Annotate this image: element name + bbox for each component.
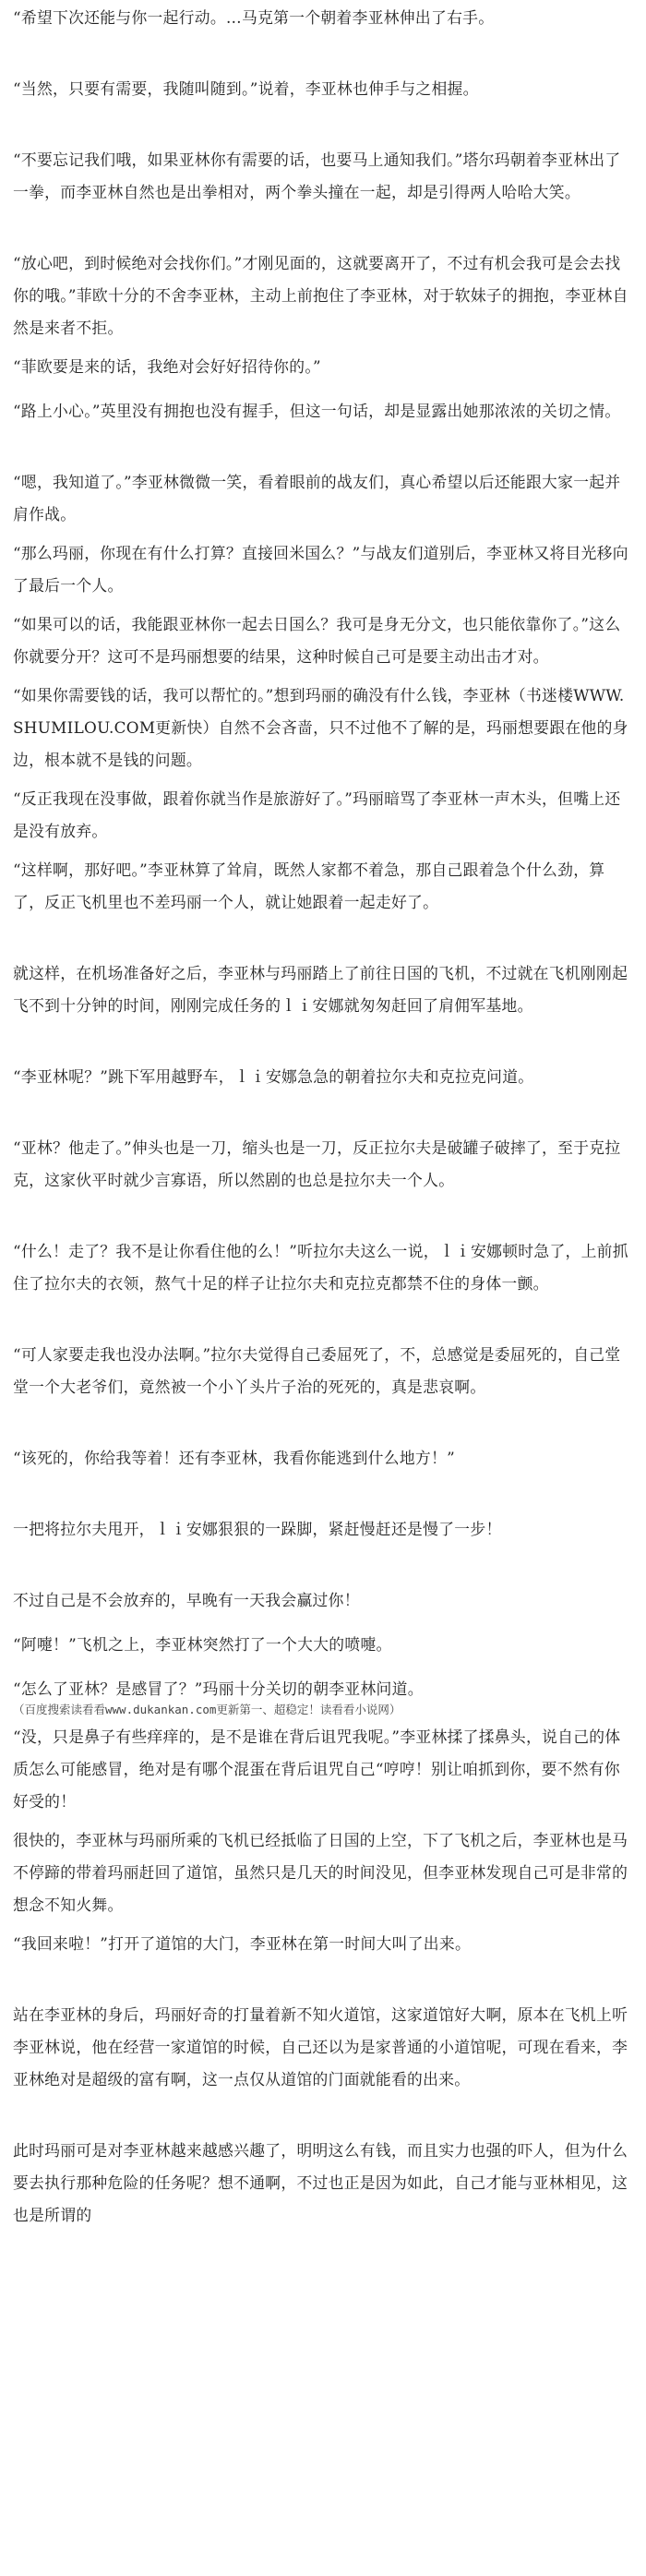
paragraph: 就这样，在机场准备好之后，李亚林与玛丽踏上了前往日国的飞机，不过就在飞机刚刚起飞不到十分钟的时间，刚刚完成任务的ｌｉ安娜就匆匆赶回了肩佣军基地。 [13, 964, 628, 1015]
paragraph: 很快的，李亚林与玛丽所乘的飞机已经抵临了日国的上空，下了飞机之后，李亚林也是马不停蹄的带着玛丽赶回了道馆，虽然只是几天的时间没见，但李亚林发现自己可是非常的想念不知火舞。 [13, 1831, 628, 1914]
paragraph: 不过自己是不会放弃的，早晚有一天我会赢过你！ [13, 1591, 360, 1609]
paragraph: “那么玛丽，你现在有什么打算？直接回米国么？”与战友们道别后，李亚林又将目光移向了最后一个人。 [13, 544, 628, 595]
paragraph: “没，只是鼻子有些痒痒的，是不是谁在背后诅咒我呢。”李亚林揉了揉鼻头，说自己的体质怎么可能感冒，绝对是有哪个混蛋在背后诅咒自己“哼哼！别让咱抓到你，要不然有你好受的！ [13, 1727, 621, 1811]
paragraph: “放心吧，到时候绝对会找你们。”才刚见面的，这就要离开了，不过有机会我可是会去找你的哦。”菲欧十分的不舍李亚林，主动上前抱住了李亚林，对于软妹子的拥抱，李亚林自然是来者不拒。 [13, 254, 628, 337]
paragraph: “如果你需要钱的话，我可以帮忙的。”想到玛丽的确没有什么钱，李亚林（书迷楼WWW.SHUMILOU.COM更新快）自然不会吝啬，只不过他不了解的是，玛丽想要跟在他的身边，根本就不是钱的问题。 [13, 686, 628, 769]
paragraph: “反正我现在没事做，跟着你就当作是旅游好了。”玛丽暗骂了李亚林一声木头，但嘴上还是没有放弃。 [13, 789, 621, 840]
paragraph: “路上小心。”英里没有拥抱也没有握手，但这一句话，却是显露出她那浓浓的关切之情。 [13, 402, 621, 420]
source-note: （百度搜索读看看www.dukankan.com更新第一、超稳定！读看看小说网） [13, 1703, 401, 1716]
paragraph: “这样啊，那好吧。”李亚林算了耸肩，既然人家都不着急，那自己跟着急个什么劲，算了，反正飞机里也不差玛丽一个人，就让她跟着一起走好了。 [13, 861, 605, 911]
paragraph: “希望下次还能与你一起行动。…马克第一个朝着李亚林伸出了右手。 [13, 8, 495, 27]
paragraph: “我回来啦！”打开了道馆的大门，李亚林在第一时间大叫了出来。 [13, 1934, 472, 1953]
paragraph: “什么！走了？我不是让你看住他的么！”听拉尔夫这么一说，ｌｉ安娜顿时急了，上前抓住了拉尔夫的衣领，熬气十足的样子让拉尔夫和克拉克都禁不住的身体一颤。 [13, 1242, 628, 1293]
paragraph: 此时玛丽可是对李亚林越来越感兴趣了，明明这么有钱，而且实力也强的吓人，但为什么要去执行那种危险的任务呢？想不通啊，不过也正是因为如此，自己才能与亚林相见，这也是所谓的 [13, 2141, 628, 2224]
paragraph: “怎么了亚林？是感冒了？”玛丽十分关切的朝李亚林问道。 [13, 1679, 424, 1698]
paragraph: “菲欧要是来的话，我绝对会好好招待你的。” [13, 357, 321, 376]
paragraph: “如果可以的话，我能跟亚林你一起去日国么？我可是身无分文，也只能依靠你了。”这么你就要分开？这可不是玛丽想要的结果，这种时候自己可是要主动出击才对。 [13, 615, 621, 666]
paragraph: 一把将拉尔夫甩开，ｌｉ安娜狠狠的一跺脚，紧赶慢赶还是慢了一步！ [13, 1520, 502, 1538]
paragraph: “李亚林呢？”跳下军用越野车，ｌｉ安娜急急的朝着拉尔夫和克拉克问道。 [13, 1067, 534, 1086]
paragraph: 站在李亚林的身后，玛丽好奇的打量着新不知火道馆，这家道馆好大啊，原本在飞机上听李亚林说，他在经营一家道馆的时候，自己还以为是家普通的小道馆呢，可现在看来，李亚林绝对是超级的富有啊，这一点仅从道馆的门面就能看的出来。 [13, 2005, 628, 2088]
paragraph: “嗯，我知道了。”李亚林微微一笑，看着眼前的战友们，真心希望以后还能跟大家一起并肩作战。 [13, 473, 621, 524]
paragraph: “亚林？他走了。”伸头也是一刀，缩头也是一刀，反正拉尔夫是破罐子破摔了，至于克拉克，这家伙平时就少言寡语，所以然剧的也总是拉尔夫一个人。 [13, 1138, 621, 1189]
paragraph: “不要忘记我们哦，如果亚林你有需要的话，也要马上通知我们。”塔尔玛朝着李亚林出了一拳，而李亚林自然也是出拳相对，两个拳头撞在一起，却是引得两人哈哈大笑。 [13, 150, 621, 201]
paragraph: “当然，只要有需要，我随叫随到。”说着，李亚林也伸手与之相握。 [13, 79, 479, 98]
paragraph: “可人家要走我也没办法啊。”拉尔夫觉得自己委屈死了，不，总感觉是委屈死的，自己堂堂一个大老爷们，竟然被一个小丫头片子治的死死的，真是悲哀啊。 [13, 1345, 621, 1396]
paragraph: “该死的，你给我等着！还有李亚林，我看你能逃到什么地方！” [13, 1449, 455, 1467]
paragraph: “阿嚏！”飞机之上，李亚林突然打了一个大大的喷嚏。 [13, 1635, 392, 1654]
